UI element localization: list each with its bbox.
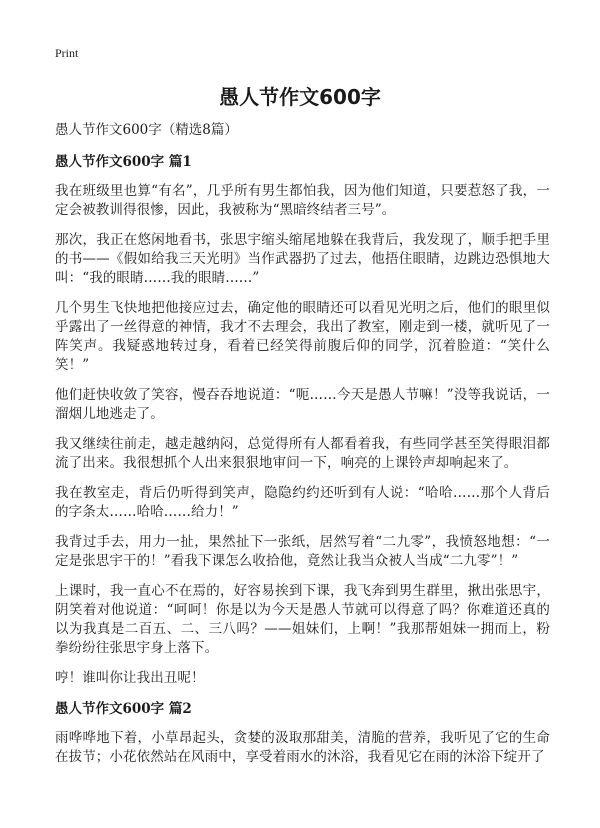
paragraph: 上课时，我一直心不在焉的，好容易挨到下课，我飞奔到男生群里，揪出张思宇，阴笑着对他说道：“呵呵！你是以为今天是愚人节就可以得意了吗？你难道还真的以为我真是二百五、二、三八吗？——姐妹们，上啊！”我那帮姐妹一拥而上，粉拳纷纷往张思宇身上落下。 xyxy=(55,583,550,656)
paragraph: 哼！谁叫你让我出丑呢！ xyxy=(55,670,205,686)
paragraph: 我背过手去，用力一扯，果然扯下一张纸，居然写着“二九零”，我愤怒地想：“一定是张思宇干的！”看我下课怎么收拾他，竟然让我当众被人当成“二九零”！” xyxy=(55,534,550,569)
paragraph: 他们赶快收敛了笑容，慢吞吞地说道：“呃……今天是愚人节嘛！”没等我说话，一溜烟儿地逃走了。 xyxy=(55,387,550,422)
section-2 xyxy=(55,699,550,767)
section-1 xyxy=(55,152,550,688)
article-subtitle: 愚人节作文600字（精选8篇） xyxy=(55,122,238,138)
paragraph: 我在班级里也算“有名”，几乎所有男生都怕我，因为他们知道，只要惹怒了我，一定会被教训得很惨，因此，我被称为“黑暗终结者三号”。 xyxy=(55,183,550,218)
paragraph: 雨哗哗地下着，小草昂起头，贪婪的汲取那甜美，清脆的营养，我听见了它的生命在拔节；小花依然站在风雨中，享受着雨水的沐浴，我看见它在雨的沐浴下绽开了 xyxy=(55,730,550,765)
print-link[interactable]: Print xyxy=(55,46,79,60)
paragraph: 我又继续往前走，越走越纳闷，总觉得所有人都看着我，有些同学甚至笑得眼泪都流了出来。我很想抓个人出来狠狠地审问一下，响亮的上课铃声却响起来了。 xyxy=(55,436,550,471)
page-title: 愚人节作文600字 xyxy=(219,85,381,109)
section-heading: 愚人节作文600字 篇2 xyxy=(55,701,192,717)
paragraph: 我在教室走，背后仍听得到笑声，隐隐约约还听到有人说：“哈哈……那个人背后的字条太……哈哈……给力！” xyxy=(55,485,550,520)
section-heading: 愚人节作文600字 篇1 xyxy=(55,154,192,170)
paragraph: 几个男生飞快地把他接应过去，确定他的眼睛还可以看见光明之后，他们的眼里似乎露出了一丝得意的神情，我才不去理会，我出了教室，刚走到一楼，就听见了一阵笑声。我疑惑地转过身，看着已经笑得前腹后仰的同学，沉着脸道：“笑什么笑！” xyxy=(55,300,550,373)
paragraph: 那次，我正在悠闲地看书，张思宇缩头缩尾地躲在我背后，我发现了，顺手把手里的书——《假如给我三天光明》当作武器扔了过去，他捂住眼睛，边跳边恐惧地大叫：“我的眼睛……我的眼睛……” xyxy=(55,232,550,286)
article-body xyxy=(55,120,550,778)
